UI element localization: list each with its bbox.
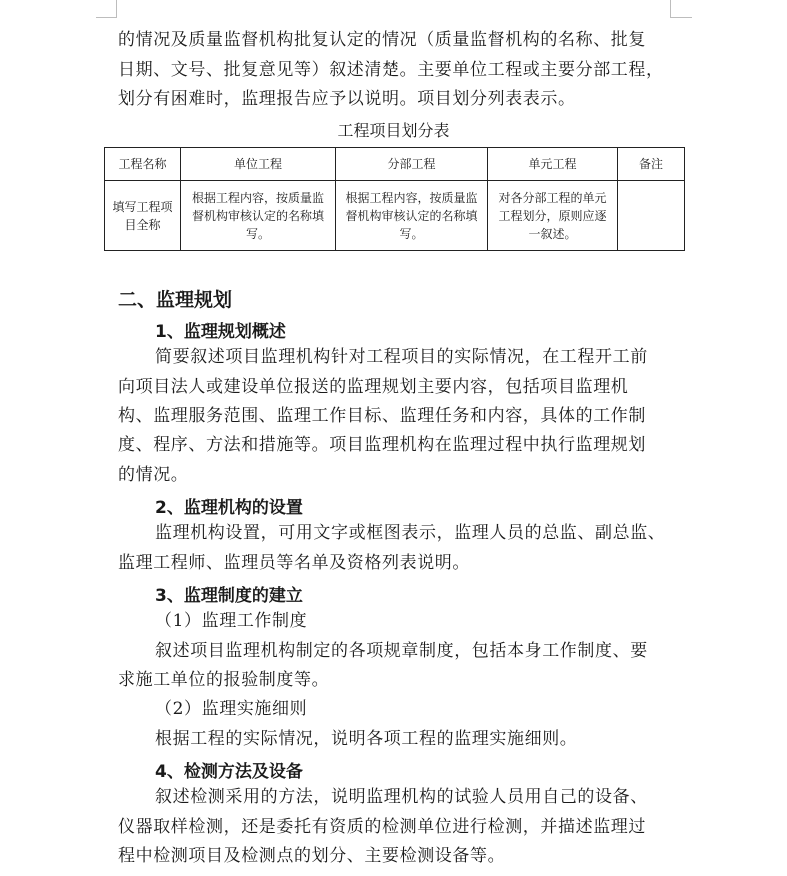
s3-sub2-line-1: 根据工程的实际情况，说明各项工程的监理实施细则。 [155,729,578,749]
table-row [105,181,685,251]
s3-sub2: （2）监理实施细则 [155,699,308,719]
s4-line-1: 叙述检测采用的方法，说明监理机构的试验人员用自己的设备、 [155,787,648,807]
table-cell: 根据工程内容，按质量监督机构审核认定的名称填写。 [336,181,488,251]
section-title: 二、监理规划 [118,289,233,311]
table-caption: 工程项目划分表 [337,121,450,140]
page-corner-mark-right-h [670,17,692,18]
table-cell: 填写工程项目全称 [105,181,181,251]
page-corner-mark-right-v [670,0,671,18]
table-header-cell: 工程名称 [105,148,181,181]
s1-line-1: 简要叙述项目监理机构针对工程项目的实际情况，在工程开工前 [155,347,648,367]
s3-heading: 3、监理制度的建立 [155,586,303,606]
table-header-cell: 分部工程 [336,148,488,181]
s4-line-3: 程中检测项目及检测点的划分、主要检测设备等。 [118,846,506,866]
table-cell [618,181,685,251]
table-cell: 根据工程内容，按质量监督机构审核认定的名称填写。 [181,181,336,251]
intro-line-1: 的情况及质量监督机构批复认定的情况（质量监督机构的名称、批复 [118,30,646,50]
table-header-cell: 单元工程 [488,148,618,181]
intro-line-2: 日期、文号、批复意见等）叙述清楚。主要单位工程或主要分部工程， [118,60,664,80]
s4-heading: 4、检测方法及设备 [155,762,303,782]
table-cell: 对各分部工程的单元工程划分，原则应逐一叙述。 [488,181,618,251]
s3-sub1-line-1: 叙述项目监理机构制定的各项规章制度，包括本身工作制度、要 [155,641,648,661]
project-division-table [104,147,685,251]
s1-line-5: 的情况。 [118,465,189,485]
s2-line-2: 监理工程师、监理员等名单及资格列表说明。 [118,553,470,573]
page-corner-mark-left-h [96,17,116,18]
table-header-cell: 单位工程 [181,148,336,181]
s3-sub1: （1）监理工作制度 [155,611,308,631]
s4-line-2: 仪器取样检测，还是委托有资质的检测单位进行检测，并描述监理过 [118,817,646,837]
page-corner-mark-left-v [116,0,117,18]
s1-heading: 1、监理规划概述 [155,322,286,342]
table-header-cell: 备注 [618,148,685,181]
s1-line-3: 构、监理服务范围、监理工作目标、监理任务和内容，具体的工作制 [118,406,646,426]
table-header-row [105,148,685,181]
s1-line-2: 向项目法人或建设单位报送的监理规划主要内容，包括项目监理机 [118,377,629,397]
s2-line-1: 监理机构设置，可用文字或框图表示，监理人员的总监、副总监、 [155,523,666,543]
s1-line-4: 度、程序、方法和措施等。项目监理机构在监理过程中执行监理规划 [118,435,646,455]
intro-line-3: 划分有困难时，监理报告应予以说明。项目划分列表表示。 [118,89,576,109]
s3-sub1-line-2: 求施工单位的报验制度等。 [118,670,330,690]
s2-heading: 2、监理机构的设置 [155,498,303,518]
